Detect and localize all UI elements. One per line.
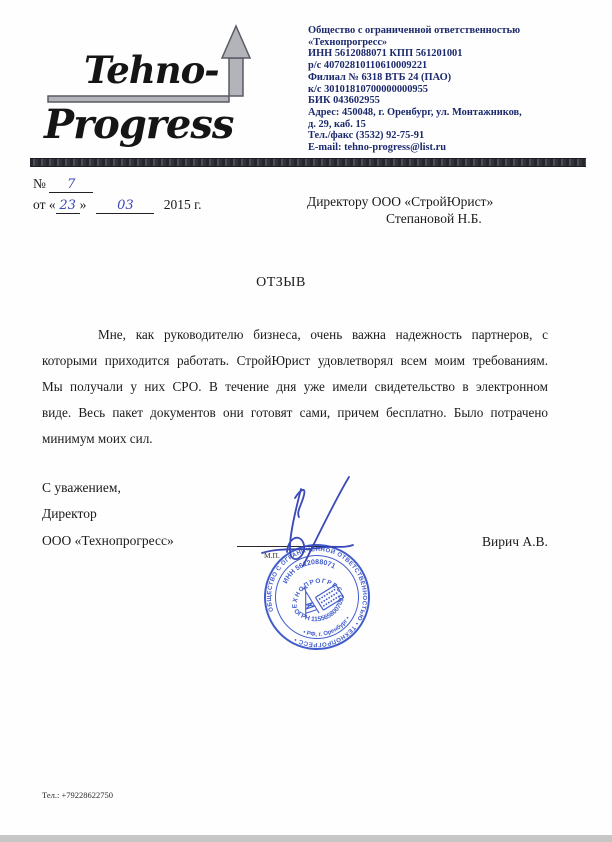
logo-word-progress: Progress [44,101,234,148]
stamp-ogrn-text: ОГРН 1155658007097 [292,594,347,624]
review-body [42,322,548,452]
company-details-line: р/с 40702810110610009221 [308,60,428,72]
body-line: минимум моих сил. [42,431,153,446]
body-line: которыми приходится работать. СтройЮрист удовлетворял всем моим требованиям. [42,353,548,368]
date-day-handwritten: 23 [59,198,76,213]
company-details-line: Общество с ограниченной ответственностью [308,25,521,36]
date-year: 2015 г. [163,197,202,212]
mp-seal-label: М.П. [264,551,280,560]
company-details-block [308,25,578,154]
ref-number-label: № [33,176,46,191]
date-close-quote: » [79,197,87,212]
company-details-line: к/с 30101810700000000955 [308,83,428,95]
company-details-line: Филиал № 6318 ВТБ 24 (ПАО) [308,71,452,83]
company-details-line: БИК 043602955 [308,95,380,107]
stamp-name-text: ТЕХНОПРОГРЕСС [291,577,344,609]
date-day-underline [56,197,80,214]
date-month-underline [96,197,154,214]
company-details-line: Адрес: 450048, г. Оренбург, ул. Монтажников, [308,106,522,118]
company-details-line: «Технопрогресс» [308,36,388,48]
recipient-line2: Степановой Н.Б. [386,211,482,226]
stamp-outer-text: ОБЩЕСТВО С ОГРАНИЧЕННОЙ ОТВЕТСТВЕННОСТЬЮ • ТЕХНОПРОГРЕСС • [265,545,369,649]
stamp-city-text: • РФ, г. Оренбург • [302,615,352,639]
company-details-line: E-mail: tehno-progress@list.ru [308,142,447,154]
logo-word-tehno: Tehno- [84,48,219,92]
company-details-line: д. 29, каб. 15 [308,118,366,130]
closing-company: ООО «Технопрогресс» [42,533,174,548]
scan-edge-bar [0,835,612,842]
signer-name: Вирич А.В. [482,534,548,549]
ref-number-underline [49,176,93,193]
svg-text:ТЕХНОПРОГРЕСС [285,571,345,611]
ref-number-handwritten: 7 [67,177,76,192]
closing-regards: С уважением, [42,480,121,495]
company-details-line: Тел./факс (3532) 92-75-91 [308,130,425,142]
date-month-handwritten: 03 [117,198,134,213]
stamp-inn-text: ИНН 5612088071 [282,558,337,585]
document-title: ОТЗЫВ [256,275,306,290]
body-line: Мне, как руководителю бизнеса, очень важна надежность партнеров, с [98,327,548,342]
company-details-line: ИНН 5612088071 КПП 561201001 [308,48,463,60]
recipient-line1: Директору ООО «СтройЮрист» [307,194,494,209]
footer-phone: Тел.: +79228622750 [42,790,114,800]
letterhead-divider [30,158,586,167]
body-line: Мы получали у них СРО. В течение дня уже имели свидетельство в электронном [42,379,548,394]
body-line: виде. Весь пакет документов они готовят сами, причем бесплатно. Было потрачено [42,405,548,420]
date-prefix: от « [33,197,56,212]
company-round-stamp [247,527,387,667]
ref-number-line [33,176,93,193]
closing-position: Директор [42,506,97,521]
ref-date-line [33,197,202,214]
